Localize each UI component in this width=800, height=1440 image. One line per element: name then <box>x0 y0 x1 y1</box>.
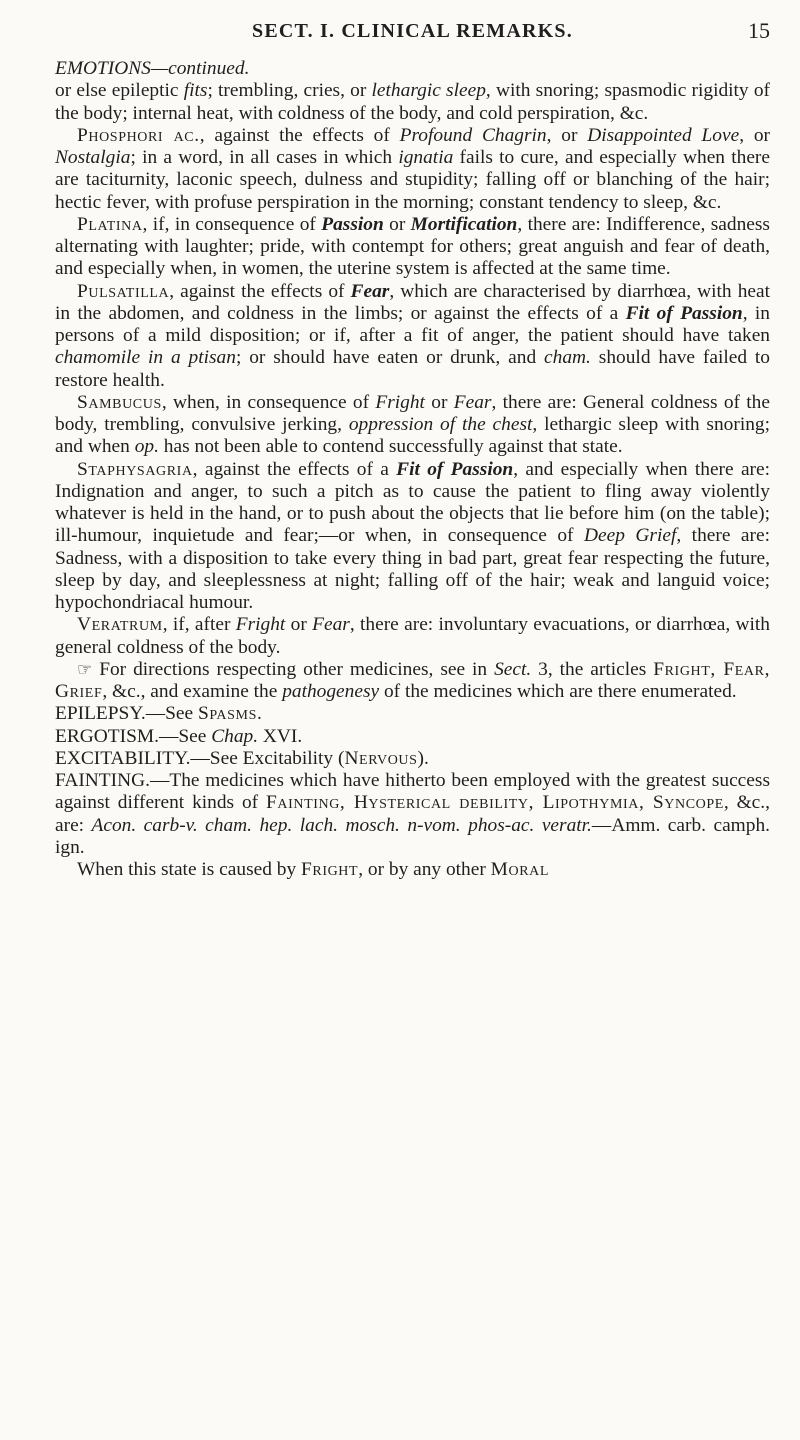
remedy-name: Pulsatilla <box>77 280 170 302</box>
emphasis: lethargic sleep <box>371 80 486 102</box>
text: When this state is caused by <box>77 859 302 880</box>
text: ; or should have eaten or drunk, and <box>235 347 545 369</box>
emphasis: cham. <box>544 347 591 369</box>
emphasis: Fright <box>375 391 425 413</box>
remedy-name: Veratrum <box>77 614 163 636</box>
entry-ergotism <box>55 726 770 748</box>
running-title: SECT. I. CLINICAL REMARKS. <box>252 20 573 42</box>
emphasis: fits <box>183 80 208 102</box>
text: FAINTING.—The medicines which have hitherto been employed with the greatest success against different kinds of <box>55 770 770 814</box>
text: , or <box>739 124 771 146</box>
emphasis: Fit of Passion <box>396 458 514 480</box>
emphasis: Disappointed Love <box>587 124 740 146</box>
pointing-hand-icon: ☞ <box>77 659 93 679</box>
text: , with snoring; spasmodic rigidity of the body; internal heat, with coldness of the body, and cold perspiration, &c. <box>55 80 770 124</box>
emphasis: Mortification <box>410 213 518 235</box>
cross-reference: Fright <box>301 859 359 880</box>
text: , against the effects of a <box>192 458 397 480</box>
emphasis: Fit of Passion <box>625 302 743 324</box>
text: —Amm. carb. camph. ign. <box>55 814 771 858</box>
cross-reference: Nervous <box>344 747 418 769</box>
remedy-name: Platina <box>77 213 143 235</box>
text: , there are: General coldness of the body, trembling, convulsive jerking, <box>55 391 770 435</box>
emphasis: Passion <box>321 213 384 235</box>
text: fails to cure, and especially when there are taciturnity, laconic speech, dulness and stupidity; falling off or blanching of the hair; hectic fever, with profuse perspiration in the morning; constant tendency to sleep, &c. <box>55 147 770 213</box>
emphasis: Fear <box>350 280 390 302</box>
text: , &c., and examine the <box>102 681 283 702</box>
text: ERGOTISM.—See <box>55 725 212 747</box>
emphasis: oppression of the chest <box>348 414 533 435</box>
body-text <box>55 58 770 881</box>
text: or <box>285 614 313 636</box>
text: , which are characterised by diarrhœa, with heat in the abdomen, and coldness in the limbs; or against the effects of a <box>55 280 770 324</box>
text: , if, after <box>162 614 236 636</box>
entry-excitability <box>55 748 770 770</box>
entry-epilepsy <box>55 703 770 725</box>
paragraph-directions <box>55 659 770 704</box>
paragraph-sambucus <box>55 392 770 459</box>
paragraph-pulsatilla <box>55 281 770 392</box>
emphasis: Profound Chagrin <box>399 124 547 146</box>
text: , or by any other <box>358 859 491 880</box>
emphasis: pathogenesy <box>282 681 380 702</box>
heading-suffix: —continued. <box>150 58 250 79</box>
text: For directions respecting other medicines, see in <box>92 658 495 680</box>
text: , there are: Sadness, with a disposition to take every thing in bad part, great fear respecting the future, sleep by day, and sleeplessness at night; falling off of the hair; weak and languid voice; hypochondriacal humour. <box>55 525 770 613</box>
text: of the medicines which are there enumerated. <box>379 681 737 702</box>
text: , if, in consequence of <box>142 213 322 235</box>
paragraph-platina <box>55 214 770 281</box>
text: has not been able to contend successfully against that state. <box>158 436 623 458</box>
entry-fainting <box>55 770 770 859</box>
paragraph-continuation <box>55 80 770 125</box>
text: ). <box>417 747 429 769</box>
text: , against the effects of <box>199 124 400 146</box>
text: , there are: Indifference, sadness alternating with laughter; pride, with contempt for others; great anguish and fear of death, and especially when, in women, the uterine system is affected at the same time. <box>55 213 770 280</box>
text: EXCITABILITY.—See Excitability ( <box>55 747 345 769</box>
paragraph-veratrum <box>55 614 770 659</box>
cross-reference: Moral <box>490 859 550 880</box>
paragraph-fright <box>55 859 770 881</box>
remedy-name: Staphysagria <box>77 458 193 480</box>
text: , against the effects of <box>169 280 351 302</box>
text: EPILEPSY.—See <box>55 703 198 725</box>
text: , or <box>546 124 588 146</box>
emphasis: Sect. <box>494 658 532 680</box>
text: , &c., are: <box>55 792 770 836</box>
emphasis: chamomile in a ptisan <box>55 347 236 369</box>
text: , in persons of a mild disposition; or if, after a fit of anger, the patient should have taken <box>55 302 770 346</box>
text: , when, in consequence of <box>161 391 376 413</box>
text: or <box>424 391 454 413</box>
paragraph-staphysagria <box>55 459 770 615</box>
text: , there are: involuntary evacuations, or diarrhœa, with general coldness of the body. <box>55 614 770 658</box>
cross-reference: Fainting, Hysterical debility, Lipothymia, Syncope <box>266 792 724 814</box>
text: XVI. <box>258 725 303 747</box>
page-number: 15 <box>748 18 770 43</box>
text: ; trembling, cries, or <box>207 80 372 102</box>
text: should have failed to restore health. <box>55 347 771 391</box>
emphasis: op. <box>134 436 159 458</box>
text: 3, the articles <box>531 658 654 680</box>
text: , and especially when there are: Indignation and anger, to such a pitch as to cause the patient to fling away violently whatever is held in the hand, or to push about the objects that lie before him (on the table); ill-humour, inquietude and fear;—or when, in consequence of <box>55 458 771 547</box>
remedy-name: Phosphori ac. <box>77 124 200 146</box>
section-heading <box>55 58 770 80</box>
running-head <box>55 18 770 50</box>
paragraph-phosphori <box>55 125 770 214</box>
emphasis: Fright <box>235 614 286 636</box>
text: , lethargic sleep with snoring; and when <box>55 414 770 458</box>
text: or <box>383 213 411 235</box>
emphasis: Fear <box>312 614 350 636</box>
emphasis: ignatia <box>398 147 454 168</box>
emphasis: Fear <box>453 391 492 413</box>
emphasis: Deep Grief <box>584 525 677 547</box>
text: or else epileptic <box>55 80 184 102</box>
cross-reference: Fright, Fear, Grief <box>55 658 771 702</box>
text: ; in a word, in all cases in which <box>130 147 399 168</box>
cross-reference: Spasms <box>197 703 257 725</box>
emphasis: Acon. carb-v. cham. hep. lach. mosch. n-vom. phos-ac. veratr. <box>91 814 592 836</box>
emphasis: Nostalgia <box>55 147 131 168</box>
text: . <box>256 703 262 725</box>
emphasis: Chap. <box>211 725 259 747</box>
remedy-name: Sambucus <box>77 391 162 413</box>
heading-title: EMOTIONS <box>55 58 151 79</box>
